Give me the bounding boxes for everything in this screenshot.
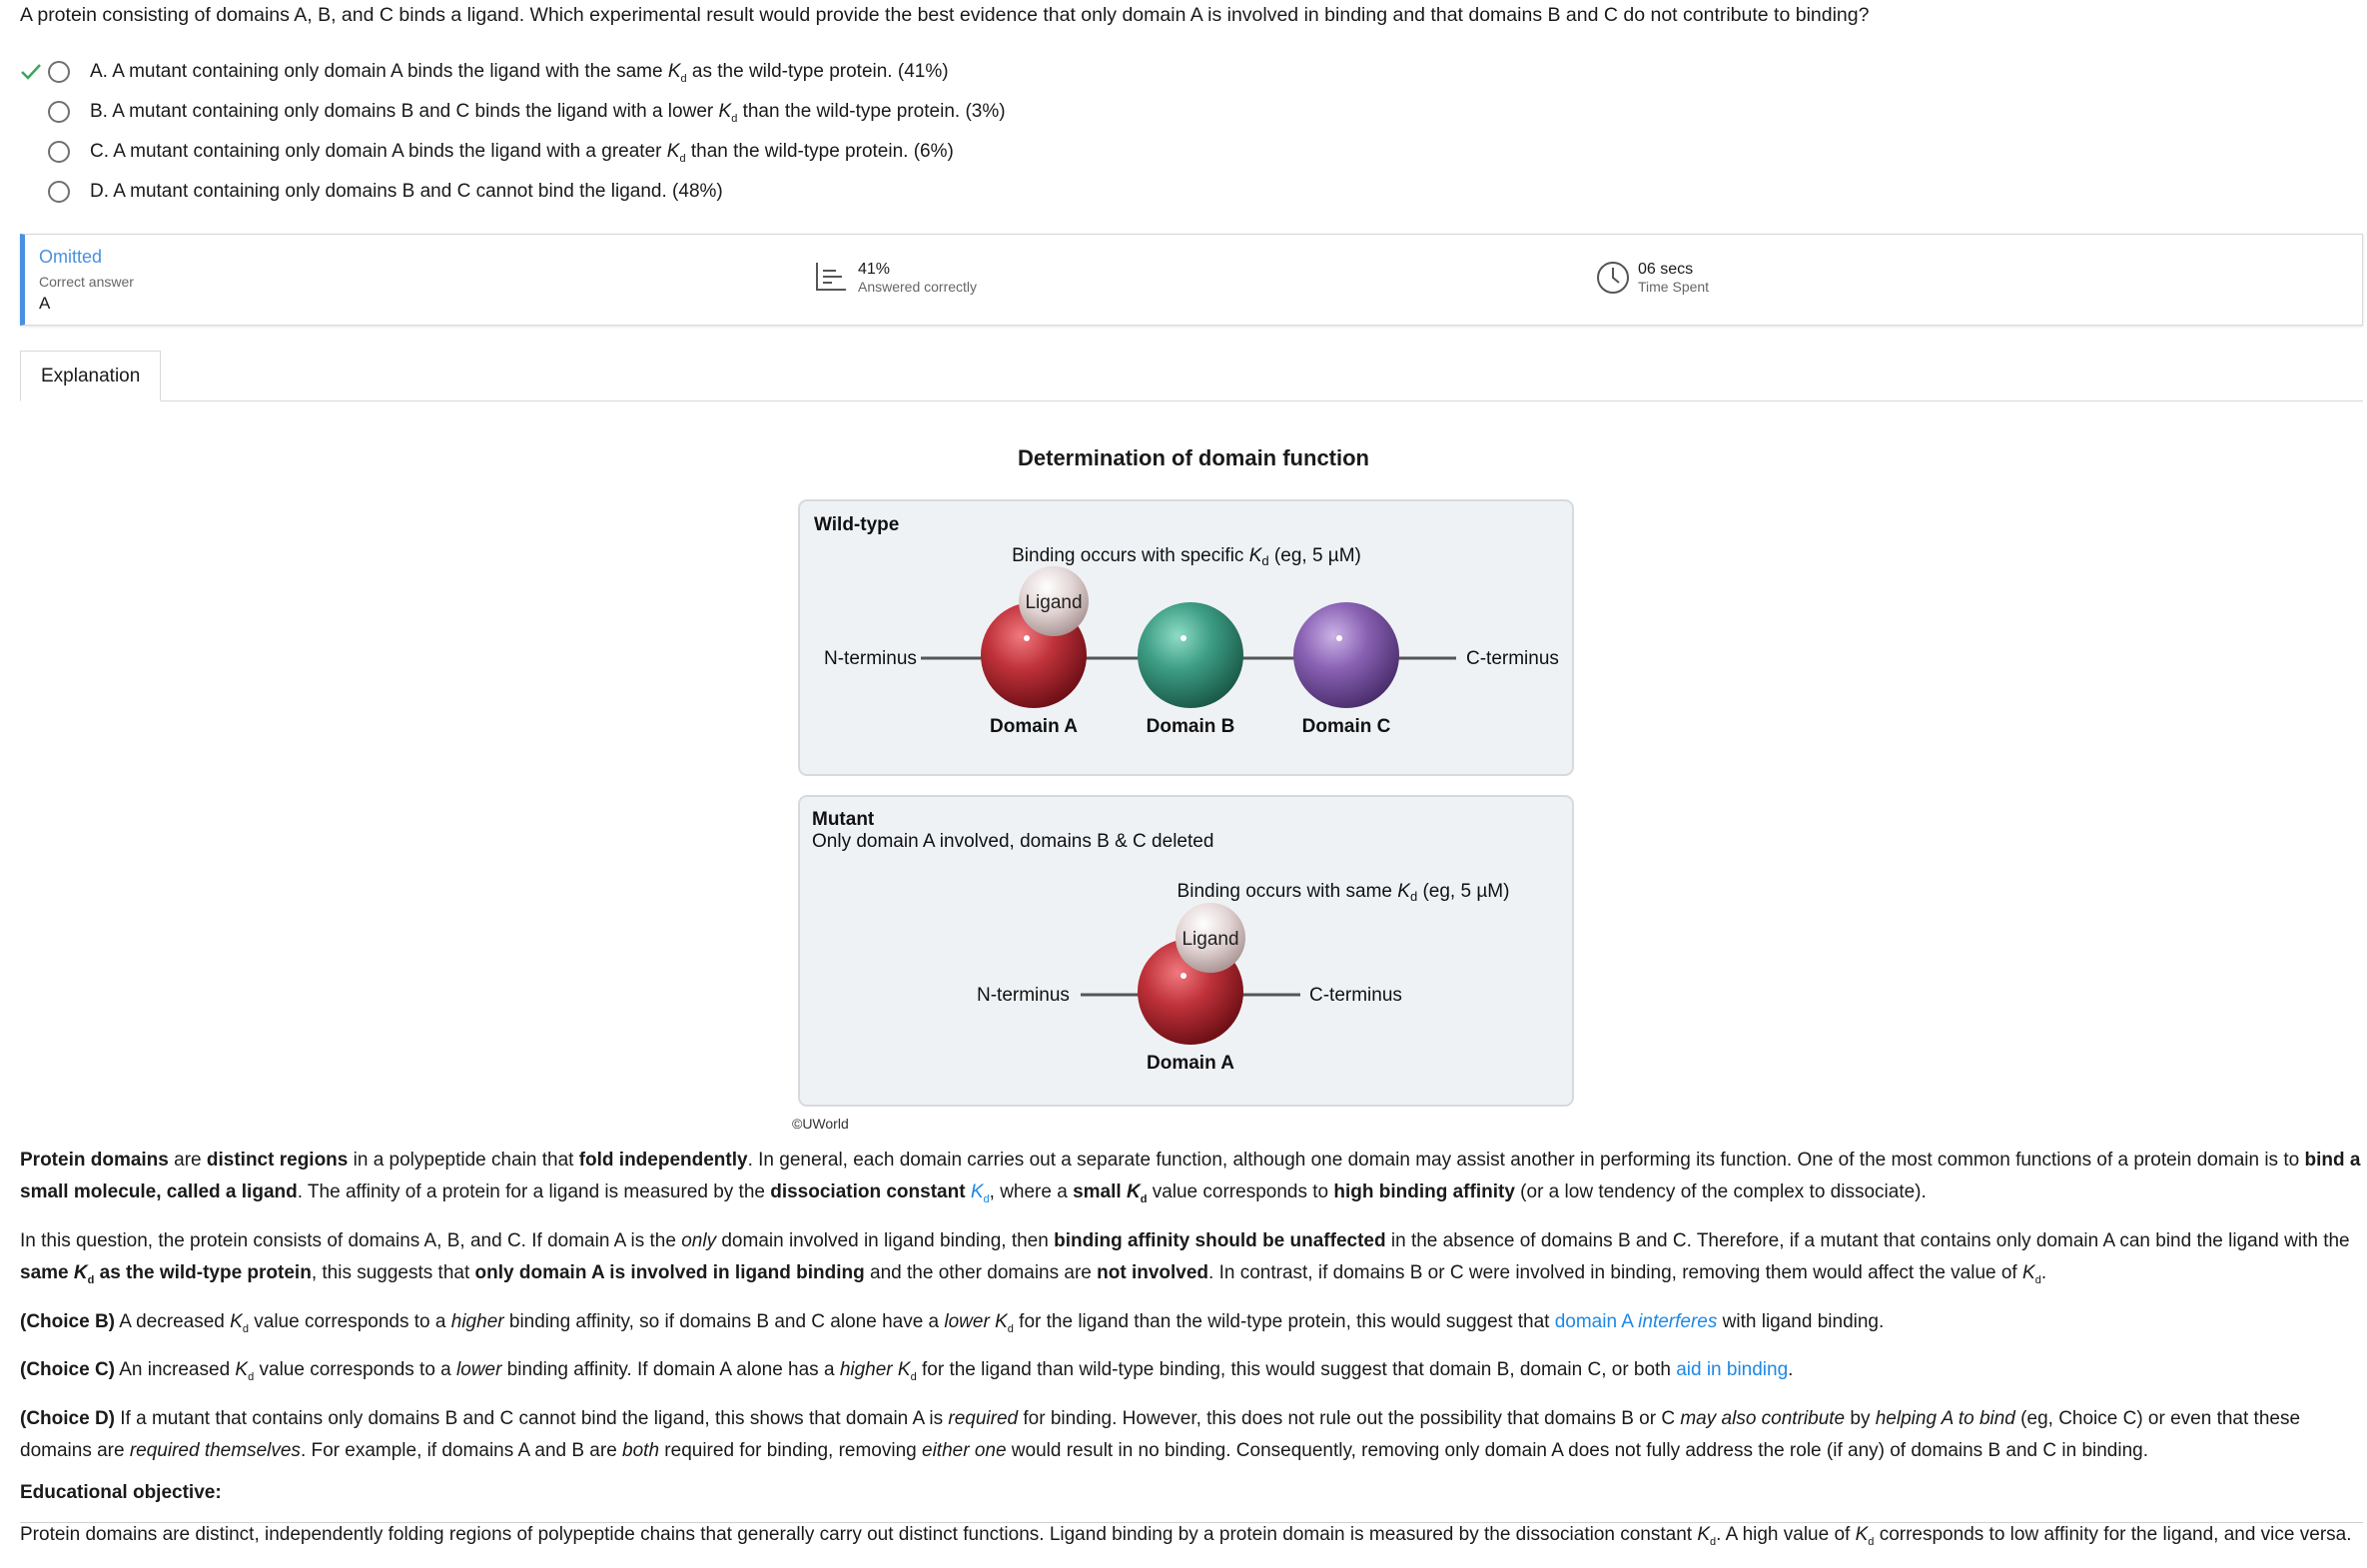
answer-choice-text	[90, 141, 954, 165]
wt-domain-c-sphere	[1293, 602, 1399, 708]
choice-percent: (6%)	[908, 141, 954, 162]
bold-run: Protein domains	[20, 1150, 169, 1171]
correct-answer-value: A	[39, 294, 51, 313]
text-run: value corresponds to a	[248, 1310, 451, 1332]
text-run: . For example, if domains A and B are	[300, 1440, 623, 1462]
text-run: value corresponds to	[1147, 1181, 1334, 1202]
text-run: in a polypeptide chain that	[348, 1150, 579, 1171]
choice-letter: C.	[90, 141, 114, 162]
bold-run: (Choice B)	[20, 1310, 115, 1332]
text-run: and the other domains are	[864, 1261, 1098, 1283]
text-run: by	[1845, 1408, 1876, 1430]
radio-button[interactable]	[48, 141, 70, 163]
answer-choice-text	[90, 181, 723, 203]
answer-status: Omitted	[39, 247, 103, 267]
correct-check-icon	[20, 61, 42, 83]
question-stem: A protein consisting of domains A, B, and C binds a ligand. Which experimental result would provide the best evidence that only domain A is involved in binding and that domains B and C do not contribute to binding?	[20, 4, 1870, 26]
domain-function-figure	[789, 495, 1588, 1115]
wild-type-header: Wild-type	[814, 514, 900, 535]
bold-run: binding affinity should be unaffected	[1054, 1229, 1386, 1251]
choice-letter: A.	[90, 61, 113, 82]
radio-button[interactable]	[48, 101, 70, 123]
choice-percent: (48%)	[666, 181, 723, 202]
wt-domain-a-label: Domain A	[990, 716, 1078, 737]
kd-subscript: d	[1868, 1535, 1875, 1548]
bold-run: distinct regions	[206, 1150, 349, 1171]
kd-symbol: $K_d$	[2022, 1261, 2041, 1286]
clock-icon	[1596, 261, 1630, 295]
bold-run: fold independently	[578, 1150, 748, 1171]
kd-subscript: d	[1140, 1192, 1148, 1205]
time-spent-block	[1596, 261, 1709, 295]
italic-run: required themselves	[129, 1440, 301, 1462]
radio-button[interactable]	[48, 181, 70, 203]
bold-run: bind a small molecule, called a ligand	[20, 1150, 2361, 1202]
kd-subscript: d	[87, 1273, 95, 1286]
explanation-paragraph	[20, 1145, 2363, 1215]
text-run: , this suggests that	[311, 1261, 475, 1283]
text-run: A decreased	[115, 1310, 231, 1332]
text-run: In this question, the protein consists of domains A, B, and C. If domain A is the	[20, 1229, 682, 1251]
text-run: If a mutant that contains only domains B and C cannot bind the ligand, this shows that domain A is	[115, 1408, 949, 1430]
answer-choice-text	[90, 61, 949, 85]
wt-domain-c-label: Domain C	[1301, 716, 1391, 737]
text-run: would result in no binding. Consequently, removing only domain A does not fully address the role (if any) of domains B and C in binding.	[1006, 1440, 2149, 1462]
text-run: An increased	[115, 1359, 236, 1381]
text-run: corresponds to low affinity for the ligand, and vice versa.	[1874, 1524, 2352, 1546]
italic-run: either one	[922, 1440, 1007, 1462]
wt-domain-c-dot	[1336, 635, 1342, 641]
kd-symbol: $K_d$	[1126, 1181, 1148, 1205]
time-spent-label: Time Spent	[1638, 279, 1710, 295]
kd-symbol: $K_d$	[73, 1261, 95, 1286]
wt-domain-b-label: Domain B	[1146, 716, 1235, 737]
kd-subscript: d	[680, 72, 687, 85]
italic-run: both	[622, 1440, 660, 1462]
text-run: domain involved in ligand binding, then	[716, 1229, 1055, 1251]
kd-symbol: $K_d$	[897, 1359, 917, 1384]
choice-percent: (41%)	[892, 61, 949, 82]
figure-title: Determination of domain function	[1018, 445, 1369, 470]
choice-text-start: A mutant containing only domain A binds the ligand with a greater	[113, 141, 667, 162]
choice-text-start: A mutant containing only domains B and C binds the ligand with a lower	[112, 101, 719, 122]
inline-link[interactable]: aid in binding	[1676, 1359, 1789, 1381]
italic-run: only	[681, 1229, 717, 1251]
text-run: for the ligand than the wild-type protein, this would suggest that	[1013, 1310, 1555, 1332]
choice-d-explanation	[20, 1403, 2363, 1467]
tab-explanation[interactable]: Explanation	[20, 351, 161, 401]
explanation-paragraph	[20, 1225, 2363, 1296]
text-run: with ligand binding.	[1717, 1310, 1885, 1332]
inline-link[interactable]: domain A	[1554, 1310, 1639, 1332]
text-run: , where a	[989, 1181, 1074, 1202]
text-run: for the ligand than wild-type binding, this would suggest that domain B, domain C, or both	[916, 1359, 1677, 1381]
educational-objective-text	[20, 1519, 2363, 1558]
kd-subscript: d	[2034, 1273, 2041, 1286]
choice-text-start: A mutant containing only domains B and C cannot bind the ligand.	[113, 181, 667, 202]
kd-subscript: d	[983, 1192, 990, 1205]
kd-subscript: d	[679, 152, 686, 165]
italic-run: lower	[944, 1310, 990, 1332]
text-run: binding affinity, so if domains B and C alone have a	[503, 1310, 945, 1332]
bottom-divider	[20, 1522, 2363, 1523]
text-run: are	[168, 1150, 207, 1171]
correct-answer-label: Correct answer	[39, 274, 134, 290]
mut-n-terminus: N-terminus	[977, 985, 1070, 1006]
bar-chart-icon	[814, 261, 848, 293]
kd-subscript: d	[242, 1322, 249, 1335]
text-run: .	[2040, 1261, 2047, 1283]
italic-run: higher	[450, 1310, 504, 1332]
wt-ligand-label: Ligand	[1025, 592, 1083, 613]
text-run: .	[1788, 1359, 1794, 1381]
answer-status-block	[39, 247, 134, 314]
percent-correct-label: Answered correctly	[858, 279, 978, 295]
text-run: Protein domains are distinct, independently folding regions of polypeptide chains that generally carry out distinct functions. Ligand binding by a protein domain is measured by the dissociation constant	[20, 1524, 1698, 1546]
choice-c-explanation	[20, 1354, 2363, 1393]
percent-correct-value: 41%	[858, 261, 891, 278]
percent-correct-block	[814, 261, 977, 295]
italic-run: higher	[839, 1359, 893, 1381]
bold-run: (Choice C)	[20, 1359, 115, 1381]
inline-link[interactable]: interferes	[1638, 1310, 1718, 1332]
choice-percent: (3%)	[960, 101, 1006, 122]
kd-symbol: $K_d$	[666, 141, 686, 165]
kd-subscript: d	[248, 1371, 255, 1384]
bold-run: high binding affinity	[1333, 1181, 1515, 1202]
text-run: for binding. However, this does not rule out the possibility that domains B or C	[1018, 1408, 1681, 1430]
wt-domain-b-dot	[1181, 635, 1186, 641]
bold-run: same	[20, 1261, 74, 1283]
italic-run: required	[948, 1408, 1019, 1430]
kd-symbol: $K_d$	[718, 101, 738, 125]
choice-text-start: A mutant containing only domain A binds the ligand with the same	[112, 61, 668, 82]
kd-symbol: $K_d$	[1855, 1524, 1875, 1548]
italic-run: lower	[456, 1359, 502, 1381]
copyright-notice: ©UWorld	[792, 1116, 849, 1132]
wt-n-terminus: N-terminus	[824, 648, 917, 669]
bold-run: only domain A is involved in ligand binding	[474, 1261, 865, 1283]
time-spent-value: 06 secs	[1638, 261, 1694, 278]
wt-domain-a-dot	[1024, 635, 1030, 641]
mut-domain-a-dot	[1181, 973, 1186, 979]
choice-b-explanation	[20, 1306, 2363, 1345]
kd-symbol: $K_d$	[235, 1359, 255, 1384]
choice-text-end: as the wild-type protein.	[686, 61, 893, 82]
mutant-header: Mutant	[812, 809, 875, 830]
choice-text-end: than the wild-type protein.	[685, 141, 909, 162]
text-run: in the absence of domains B and C. Therefore, if a mutant that contains only domain A can bind the ligand with the	[1385, 1229, 2350, 1251]
bold-run: not involved	[1097, 1261, 1209, 1283]
choice-text-end: than the wild-type protein.	[737, 101, 961, 122]
wt-domain-b-sphere	[1138, 602, 1243, 708]
text-run: (eg, Choice C) or even that these domains are	[20, 1408, 2301, 1462]
wild-type-binding-caption: Binding occurs with specific $K_d$ (eg, 5 µM)	[1012, 545, 1361, 568]
kd-symbol[interactable]: $K_d$	[970, 1181, 990, 1205]
mut-domain-a-label: Domain A	[1147, 1053, 1234, 1074]
italic-run: helping A to bind	[1875, 1408, 2015, 1430]
kd-symbol: $K_d$	[995, 1310, 1014, 1335]
educational-objective-heading: Educational objective:	[20, 1482, 222, 1504]
bold-run: (Choice D)	[20, 1408, 115, 1430]
text-run: . The affinity of a protein for a ligand is measured by the	[297, 1181, 771, 1202]
text-run: binding affinity. If domain A alone has a	[501, 1359, 840, 1381]
kd-symbol: $K_d$	[1697, 1524, 1717, 1548]
kd-subscript: d	[1007, 1322, 1014, 1335]
text-run: . A high value of	[1716, 1524, 1856, 1546]
text-run: required for binding, removing	[659, 1440, 923, 1462]
text-run: . In contrast, if domains B or C were involved in binding, removing them would affect the value of	[1208, 1261, 2022, 1283]
kd-symbol: $K_d$	[230, 1310, 249, 1335]
result-stats-panel	[20, 234, 2363, 326]
kd-symbol: $K_d$	[667, 61, 687, 85]
text-run: (or a low tendency of the complex to dissociate).	[1514, 1181, 1927, 1202]
wt-c-terminus: C-terminus	[1466, 648, 1559, 669]
choice-letter: D.	[90, 181, 114, 202]
bold-run: as the wild-type protein	[94, 1261, 312, 1283]
bold-run: dissociation constant	[770, 1181, 971, 1202]
mutant-binding-caption: Binding occurs with same $K_d$ (eg, 5 µM)	[1177, 881, 1510, 904]
text-run: . In general, each domain carries out a separate function, although one domain may assist another in performing its function. One of the most common functions of a protein domain is to	[747, 1150, 2305, 1171]
choice-letter: B.	[90, 101, 113, 122]
kd-subscript: d	[1710, 1535, 1717, 1548]
answer-choice-text	[90, 101, 1006, 125]
mutant-subheader: Only domain A involved, domains B & C deleted	[812, 831, 1214, 852]
mut-ligand-label: Ligand	[1182, 929, 1239, 950]
kd-subscript: d	[731, 112, 738, 125]
radio-button[interactable]	[48, 61, 70, 83]
mut-c-terminus: C-terminus	[1309, 985, 1402, 1006]
italic-run: may also contribute	[1680, 1408, 1846, 1430]
tab-bar	[20, 351, 2363, 401]
explanation-body	[20, 1145, 2363, 1568]
text-run: value corresponds to a	[254, 1359, 457, 1381]
bold-run: small	[1073, 1181, 1127, 1202]
kd-subscript: d	[910, 1371, 917, 1384]
